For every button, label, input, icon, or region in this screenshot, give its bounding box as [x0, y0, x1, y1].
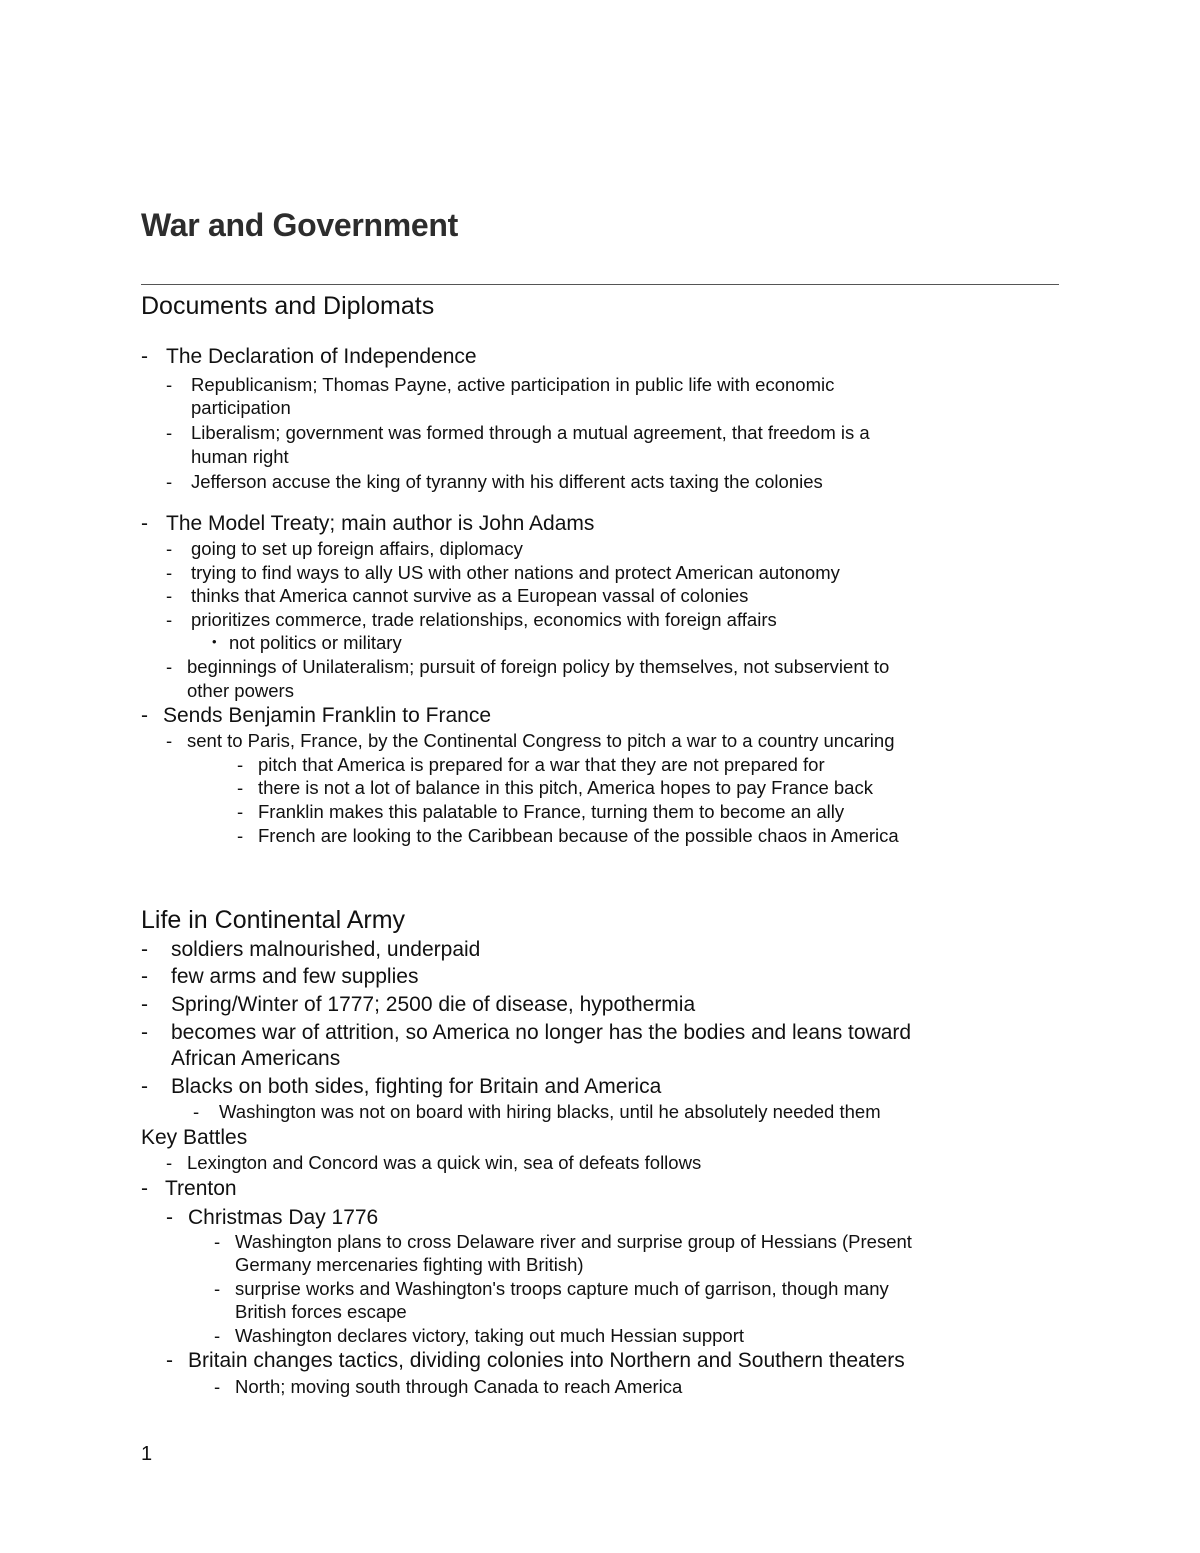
list-item: going to set up foreign affairs, diplomacy [191, 538, 523, 559]
dash-marker: - [237, 754, 244, 775]
list-item: Franklin makes this palatable to France, turning them to become an ally [258, 801, 845, 822]
dash-marker: - [166, 538, 173, 559]
dash-marker: - [166, 609, 173, 630]
dash-marker: - [166, 585, 173, 606]
list-item: prioritizes commerce, trade relationships, economics with foreign affairs [191, 609, 777, 630]
dash-marker: - [214, 1376, 221, 1397]
dash-marker: - [141, 938, 148, 961]
list-item: sent to Paris, France, by the Continental Congress to pitch a war to a country uncaring [187, 730, 895, 751]
list-item: surprise works and Washington's troops capture much of garrison, though many [235, 1278, 889, 1299]
dash-marker: - [141, 965, 148, 988]
list-item: Republicanism; Thomas Payne, active participation in public life with economic [191, 374, 835, 395]
list-item: Blacks on both sides, fighting for Britain and America [171, 1075, 662, 1098]
list-item: Washington declares victory, taking out much Hessian support [235, 1325, 744, 1346]
list-item-continuation: Germany mercenaries fighting with British) [235, 1254, 584, 1275]
bullet-marker: • [212, 634, 217, 649]
list-item: Liberalism; government was formed through a mutual agreement, that freedom is a [191, 422, 870, 443]
list-item: Jefferson accuse the king of tyranny with his different acts taxing the colonies [191, 471, 823, 492]
list-item: Sends Benjamin Franklin to France [163, 704, 491, 727]
dash-marker: - [193, 1101, 200, 1122]
list-item-continuation: African Americans [171, 1047, 341, 1070]
list-item: French are looking to the Caribbean because of the possible chaos in America [258, 825, 899, 846]
dash-marker: - [141, 345, 148, 368]
dash-marker: - [141, 1021, 148, 1044]
list-item: The Declaration of Independence [166, 345, 477, 368]
list-item: Trenton [165, 1177, 237, 1200]
dash-marker: - [141, 1177, 148, 1200]
dash-marker: - [166, 1206, 173, 1229]
list-item: beginnings of Unilateralism; pursuit of foreign policy by themselves, not subservient to [187, 656, 890, 677]
list-item: trying to find ways to ally US with other nations and protect American autonomy [191, 562, 840, 583]
dash-marker: - [166, 562, 173, 583]
list-item: becomes war of attrition, so America no longer has the bodies and leans toward [171, 1021, 912, 1044]
dash-marker: - [166, 730, 173, 751]
list-item: Lexington and Concord was a quick win, sea of defeats follows [187, 1152, 702, 1173]
list-item: North; moving south through Canada to reach America [235, 1376, 683, 1397]
dash-marker: - [237, 801, 244, 822]
list-item: Spring/Winter of 1777; 2500 die of disease, hypothermia [171, 993, 696, 1016]
dash-marker: - [166, 374, 173, 395]
dash-marker: - [166, 1349, 173, 1372]
list-item: Britain changes tactics, dividing colonies into Northern and Southern theaters [188, 1349, 905, 1372]
dash-marker: - [141, 512, 148, 535]
page-number: 1 [141, 1443, 153, 1465]
list-item: Washington was not on board with hiring blacks, until he absolutely needed them [219, 1101, 881, 1122]
list-item-continuation: participation [191, 397, 291, 418]
section-heading-army: Life in Continental Army [141, 906, 406, 934]
list-item: The Model Treaty; main author is John Adams [166, 512, 595, 535]
list-item: thinks that America cannot survive as a European vassal of colonies [191, 585, 749, 606]
dash-marker: - [141, 1075, 148, 1098]
list-item-continuation: British forces escape [235, 1301, 407, 1322]
list-item: few arms and few supplies [171, 965, 419, 988]
list-item: Christmas Day 1776 [188, 1206, 379, 1229]
dash-marker: - [166, 422, 173, 443]
title-divider [141, 284, 1059, 285]
dash-marker: - [214, 1325, 221, 1346]
dash-marker: - [214, 1278, 221, 1299]
dash-marker: - [141, 704, 148, 727]
list-item: Washington plans to cross Delaware river and surprise group of Hessians (Present [235, 1231, 912, 1252]
section-heading-battles: Key Battles [141, 1126, 248, 1149]
list-item-continuation: human right [191, 446, 289, 467]
list-item-continuation: other powers [187, 680, 294, 701]
list-item: soldiers malnourished, underpaid [171, 938, 481, 961]
dash-marker: - [166, 656, 173, 677]
dash-marker: - [166, 471, 173, 492]
page-title: War and Government [141, 207, 459, 243]
dash-marker: - [214, 1231, 221, 1252]
list-item: not politics or military [229, 632, 402, 653]
list-item: pitch that America is prepared for a war that they are not prepared for [258, 754, 825, 775]
dash-marker: - [166, 1152, 173, 1173]
dash-marker: - [141, 993, 148, 1016]
dash-marker: - [237, 777, 244, 798]
dash-marker: - [237, 825, 244, 846]
list-item: there is not a lot of balance in this pitch, America hopes to pay France back [258, 777, 873, 798]
section-heading-documents: Documents and Diplomats [141, 292, 435, 320]
